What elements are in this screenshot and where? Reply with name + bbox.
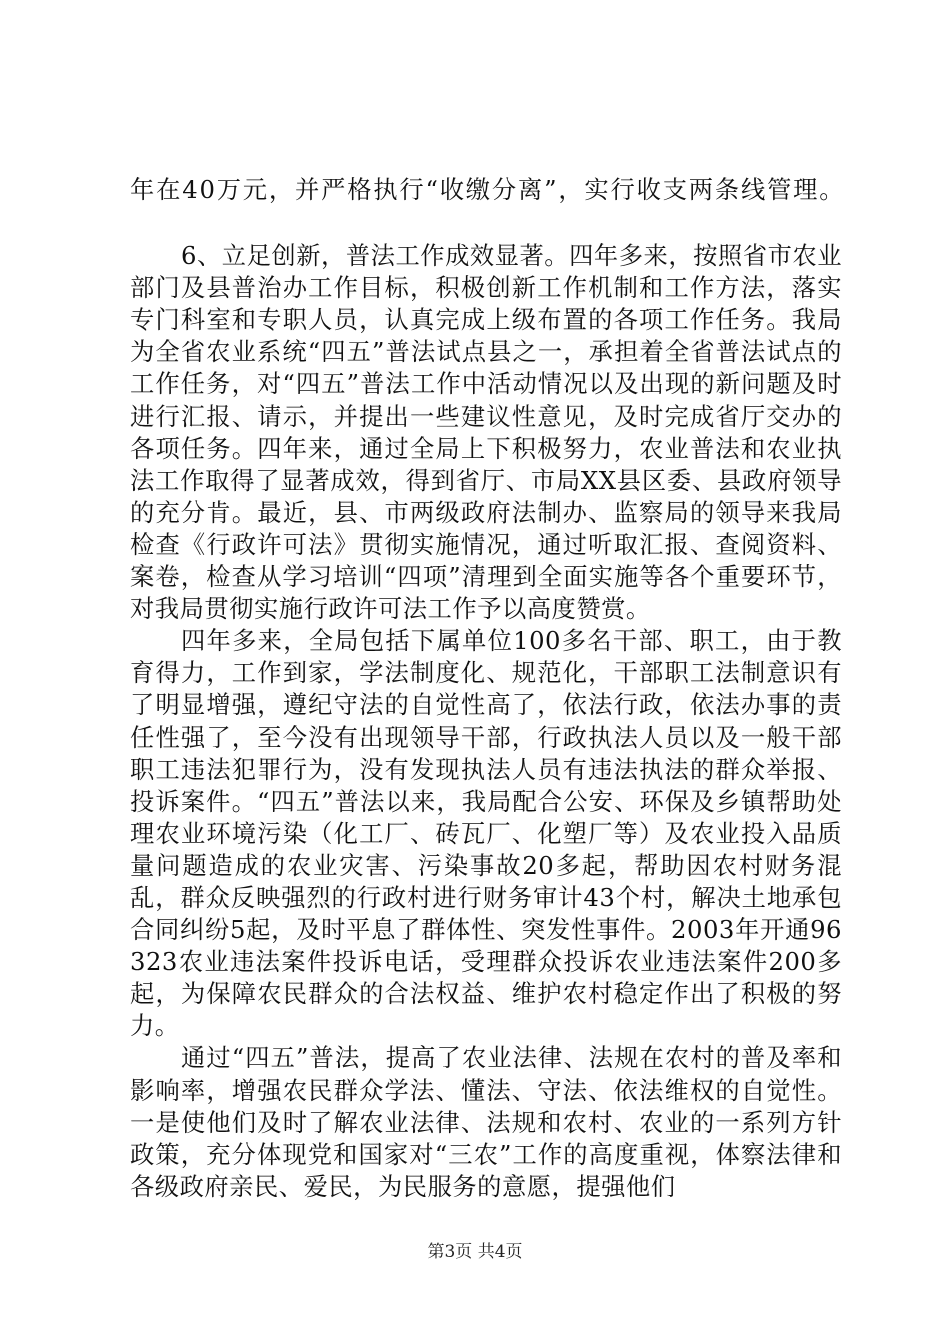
paragraph-3: 四年多来，全局包括下属单位100多名干部、职工，由于教育得力，工作到家，学法制度化、规范化，干部职工法制意识有了明显增强，遵纪守法的自觉性高了，依法行政，依法办事的责任性强了，至今没有出现领导干部，行政执法人员以及一般干部职工违法犯罪行为，没有发现执法人员有违法执法的群众举报、投诉案件。“四五”普法以来，我局配合公安、环保及乡镇帮助处理农业环境污染（化工厂、砖瓦厂、化塑厂等）及农业投入品质量问题造成的农业灾害、污染事故20多起，帮助因农村财务混乱，群众反映强烈的行政村进行财务审计43个村，解决土地承包合同纠纷5起，及时平息了群体性、突发性事件。2003年开通96323农业违法案件投诉电话，受理群众投诉农业违法案件200多起，为保障农民群众的合法权益、维护农村稳定作出了积极的努力。: [130, 626, 842, 1041]
paragraph-1: 年在40万元，并严格执行“收缴分离”，实行收支两条线管理。: [130, 175, 846, 204]
page-footer: 第3页 共4页: [427, 1242, 523, 1262]
paragraph-4: 通过“四五”普法，提高了农业法律、法规在农村的普及率和影响率，增强农民群众学法、懂法、守法、依法维权的自觉性。一是使他们及时了解农业法律、法规和农村、农业的一系列方针政策，充分体现党和国家对“三农”工作的高度重视，体察法律和各级政府亲民、爱民，为民服务的意愿，提强他们: [130, 1043, 842, 1201]
document-body: [130, 174, 846, 1203]
paragraph-2: 6、立足创新，普法工作成效显著。四年多来，按照省市农业部门及县普治办工作目标，积极创新工作机制和工作方法，落实专门科室和专职人员，认真完成上级布置的各项工作任务。我局为全省农业系统“四五”普法试点县之一，承担着全省普法试点的工作任务，对“四五”普法工作中活动情况以及出现的新问题及时进行汇报、请示，并提出一些建议性意见，及时完成省厅交办的各项任务。四年来，通过全局上下积极努力，农业普法和农业执法工作取得了显著成效，得到省厅、市局XX县区委、县政府领导的充分肯。最近，县、市两级政府法制办、监察局的领导来我局检查《行政许可法》贯彻实施情况，通过听取汇报、查阅资料、案卷，检查从学习培训“四项”清理到全面实施等各个重要环节，对我局贯彻实施行政许可法工作予以高度赞赏。: [130, 241, 842, 624]
